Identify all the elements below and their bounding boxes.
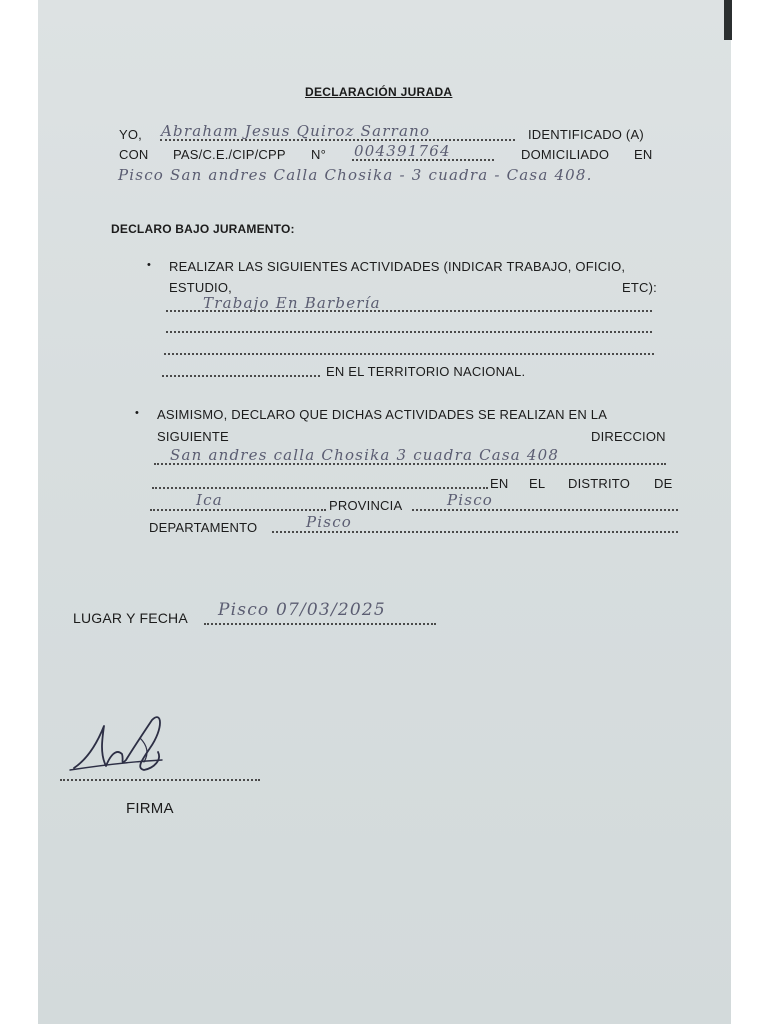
en-label: EN [634,147,653,162]
activity-address: San andres calla Chosika 3 cuadra Casa 408 [170,446,560,464]
address-fill-line-1 [154,463,666,465]
domiciliado-label: DOMICILIADO [521,147,610,162]
handwritten-signature [66,708,176,780]
lugar-fecha-label: LUGAR Y FECHA [73,610,188,626]
siguiente-label: SIGUIENTE [157,429,229,444]
etc-label: ETC): [622,280,657,295]
distrito-el-label: EL [529,476,546,491]
distrito-value: Ica [196,491,223,509]
firma-label: FIRMA [126,800,174,817]
home-address: Pisco San andres Calla Chosika - 3 cuadra - Casa 408. [118,166,593,184]
signature-line [60,779,260,781]
bullet-address: • [135,407,139,419]
provincia-label: PROVINCIA [329,498,403,513]
numero-label: N° [311,147,326,162]
departamento-fill-line [272,531,678,533]
activity-fill-line-3 [164,353,654,355]
lugar-fecha-value: Pisco 07/03/2025 [218,600,386,620]
declaro-heading: DECLARO BAJO JURAMENTO: [111,222,295,236]
asimismo-instruction: ASIMISMO, DECLARO QUE DICHAS ACTIVIDADES SE REALIZAN EN LA [157,407,608,422]
distrito-en-label: EN [490,476,509,491]
name-fill-line [160,139,515,141]
yo-label: YO, [119,127,142,142]
activities-instruction: REALIZAR LAS SIGUIENTES ACTIVIDADES (INDICAR TRABAJO, OFICIO, [169,259,626,274]
con-label: CON [119,147,149,162]
distrito-de-label: DE [654,476,673,491]
identificado-label: IDENTIFICADO (A) [528,127,644,142]
activity-fill-line-1 [166,310,652,312]
estudio-label: ESTUDIO, [169,280,232,295]
photo-background-edge [724,0,732,40]
direccion-label: DIRECCION [591,429,666,444]
activity-fill-line-2 [166,331,652,333]
departamento-label: DEPARTAMENTO [149,520,258,535]
doc-types-label: PAS/C.E./CIP/CPP [173,147,286,162]
address-fill-line-2 [152,487,488,489]
activity-description: Trabajo En Barbería [203,294,381,312]
bullet-activities: • [147,259,151,271]
number-fill-line [352,159,494,161]
activity-fill-line-4 [162,375,320,377]
document-number: 004391764 [354,142,451,160]
provincia-value: Pisco [447,491,494,509]
provincia-fill-line [412,509,678,511]
document-title: DECLARACIÓN JURADA [305,85,453,99]
distrito-fill-line [150,509,326,511]
distrito-label: DISTRITO [568,476,631,491]
lugar-fecha-fill-line [204,623,436,625]
departamento-value: Pisco [306,513,353,531]
territorio-label: EN EL TERRITORIO NACIONAL. [326,364,526,379]
declarant-name: Abraham Jesus Quiroz Sarrano [161,122,431,140]
